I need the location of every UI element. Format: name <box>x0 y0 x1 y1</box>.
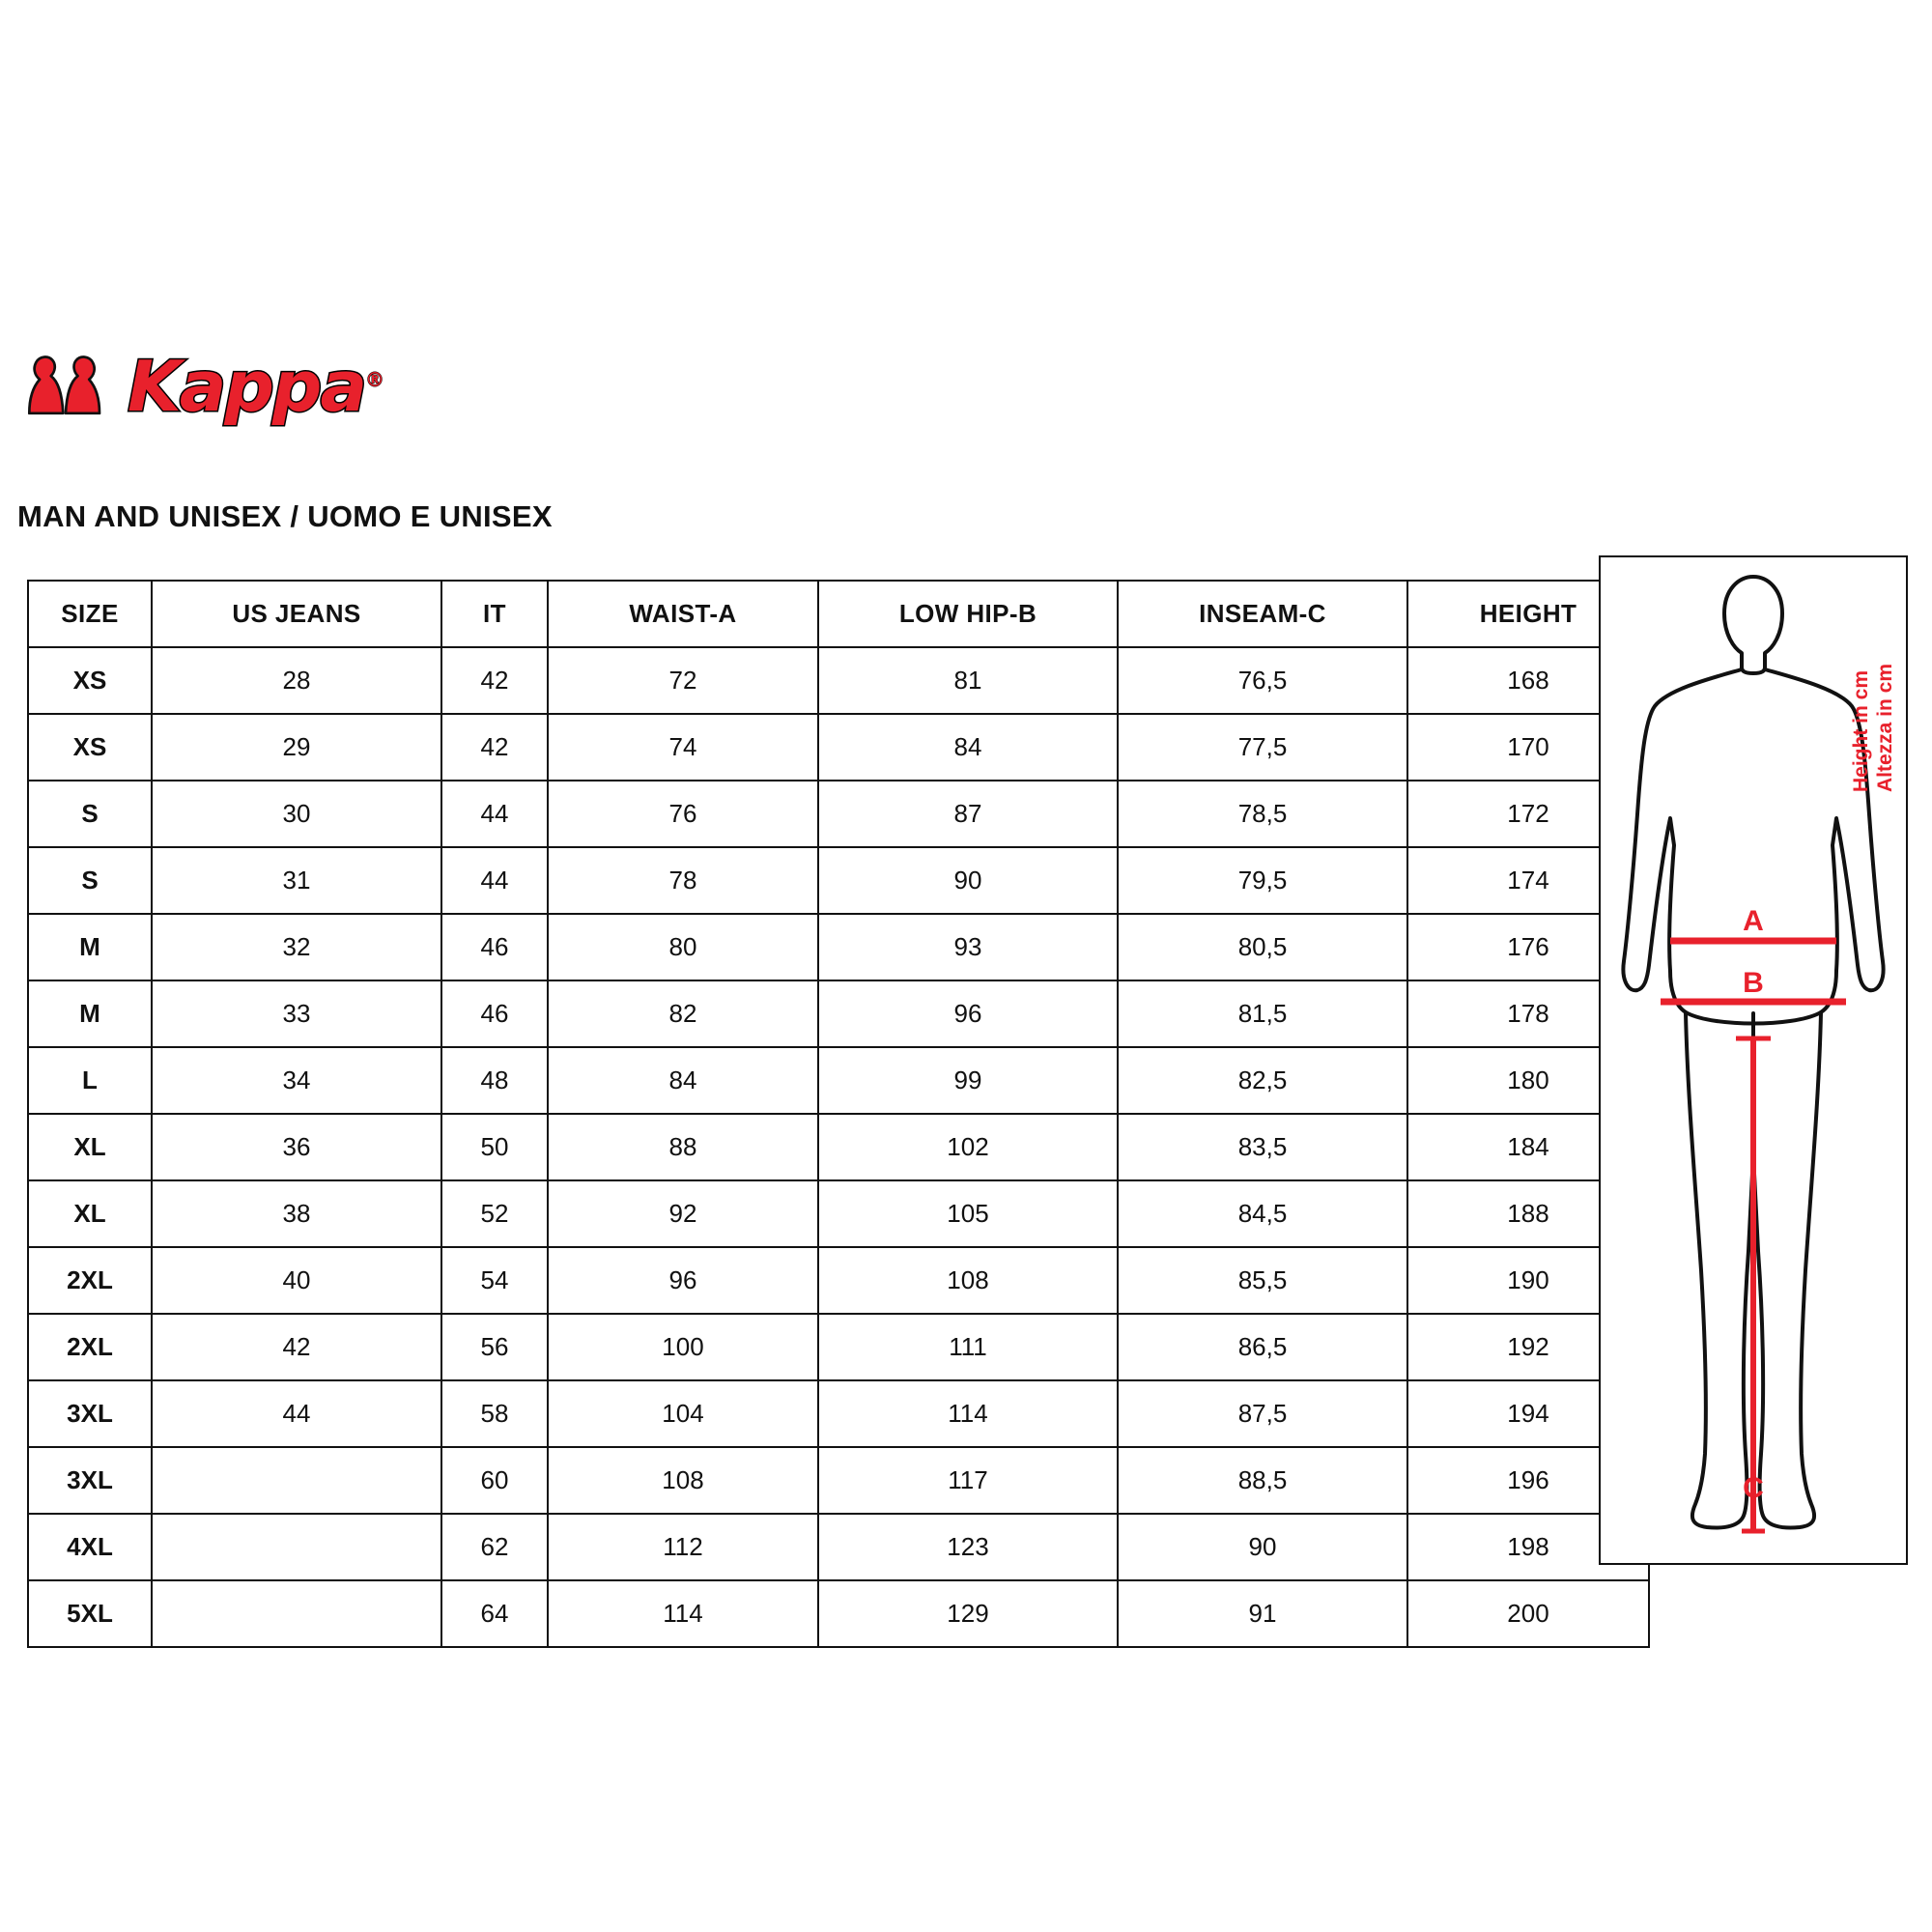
label-inseam-c: C <box>1743 1472 1764 1504</box>
cell-low-hip-b: 96 <box>818 980 1118 1047</box>
cell-us-jeans: 40 <box>152 1247 441 1314</box>
cell-height: 168 <box>1407 647 1649 714</box>
cell-it: 56 <box>441 1314 548 1380</box>
cell-it: 44 <box>441 781 548 847</box>
table-row <box>28 781 1649 847</box>
registered-mark: ® <box>365 368 384 391</box>
cell-low-hip-b: 81 <box>818 647 1118 714</box>
cell-size: 2XL <box>28 1247 152 1314</box>
cell-inseam-c: 90 <box>1118 1514 1407 1580</box>
cell-waist-a: 88 <box>548 1114 818 1180</box>
cell-us-jeans <box>152 1447 441 1514</box>
cell-inseam-c: 91 <box>1118 1580 1407 1647</box>
column-header-us-jeans: US JEANS <box>152 581 441 647</box>
cell-us-jeans: 42 <box>152 1314 441 1380</box>
cell-low-hip-b: 99 <box>818 1047 1118 1114</box>
height-note-en: Height in cm <box>1850 669 1872 792</box>
cell-waist-a: 76 <box>548 781 818 847</box>
cell-low-hip-b: 111 <box>818 1314 1118 1380</box>
table-row <box>28 1447 1649 1514</box>
measurement-figure-panel <box>1599 555 1908 1565</box>
cell-waist-a: 82 <box>548 980 818 1047</box>
cell-waist-a: 96 <box>548 1247 818 1314</box>
cell-inseam-c: 86,5 <box>1118 1314 1407 1380</box>
cell-low-hip-b: 87 <box>818 781 1118 847</box>
kappa-omini-logo-icon <box>14 353 118 420</box>
cell-height: 194 <box>1407 1380 1649 1447</box>
cell-us-jeans: 30 <box>152 781 441 847</box>
cell-low-hip-b: 84 <box>818 714 1118 781</box>
cell-us-jeans <box>152 1514 441 1580</box>
height-note-it: Altezza in cm <box>1874 663 1896 792</box>
cell-us-jeans: 28 <box>152 647 441 714</box>
cell-low-hip-b: 108 <box>818 1247 1118 1314</box>
cell-low-hip-b: 105 <box>818 1180 1118 1247</box>
table-row <box>28 1514 1649 1580</box>
column-header-waist: WAIST-A <box>548 581 818 647</box>
size-table-container <box>27 580 1577 1648</box>
table-row <box>28 714 1649 781</box>
column-header-size: SIZE <box>28 581 152 647</box>
cell-waist-a: 84 <box>548 1047 818 1114</box>
cell-size: 4XL <box>28 1514 152 1580</box>
cell-low-hip-b: 114 <box>818 1380 1118 1447</box>
cell-size: XL <box>28 1180 152 1247</box>
cell-us-jeans: 31 <box>152 847 441 914</box>
cell-height: 170 <box>1407 714 1649 781</box>
cell-size: 2XL <box>28 1314 152 1380</box>
cell-waist-a: 100 <box>548 1314 818 1380</box>
cell-height: 178 <box>1407 980 1649 1047</box>
table-row <box>28 980 1649 1047</box>
cell-it: 44 <box>441 847 548 914</box>
cell-waist-a: 104 <box>548 1380 818 1447</box>
cell-height: 200 <box>1407 1580 1649 1647</box>
cell-low-hip-b: 117 <box>818 1447 1118 1514</box>
cell-it: 52 <box>441 1180 548 1247</box>
cell-size: S <box>28 847 152 914</box>
cell-us-jeans <box>152 1580 441 1647</box>
cell-us-jeans: 38 <box>152 1180 441 1247</box>
table-row <box>28 1247 1649 1314</box>
cell-waist-a: 74 <box>548 714 818 781</box>
cell-height: 196 <box>1407 1447 1649 1514</box>
cell-us-jeans: 32 <box>152 914 441 980</box>
cell-us-jeans: 36 <box>152 1114 441 1180</box>
cell-it: 54 <box>441 1247 548 1314</box>
cell-height: 188 <box>1407 1180 1649 1247</box>
label-low-hip-b: B <box>1743 967 1764 999</box>
cell-height: 190 <box>1407 1247 1649 1314</box>
cell-us-jeans: 33 <box>152 980 441 1047</box>
cell-size: 5XL <box>28 1580 152 1647</box>
cell-it: 62 <box>441 1514 548 1580</box>
table-row <box>28 1380 1649 1447</box>
table-row <box>28 1180 1649 1247</box>
cell-inseam-c: 88,5 <box>1118 1447 1407 1514</box>
brand-wordmark: Kappa® <box>128 346 384 427</box>
cell-height: 172 <box>1407 781 1649 847</box>
cell-it: 60 <box>441 1447 548 1514</box>
cell-us-jeans: 34 <box>152 1047 441 1114</box>
label-waist-a: A <box>1743 905 1764 937</box>
column-header-height: HEIGHT <box>1407 581 1649 647</box>
cell-size: XS <box>28 647 152 714</box>
cell-size: 3XL <box>28 1447 152 1514</box>
cell-waist-a: 112 <box>548 1514 818 1580</box>
table-row <box>28 847 1649 914</box>
cell-height: 180 <box>1407 1047 1649 1114</box>
cell-inseam-c: 84,5 <box>1118 1180 1407 1247</box>
table-row <box>28 1114 1649 1180</box>
table-row <box>28 914 1649 980</box>
cell-inseam-c: 78,5 <box>1118 781 1407 847</box>
brand-logo <box>14 343 535 430</box>
cell-inseam-c: 77,5 <box>1118 714 1407 781</box>
cell-waist-a: 92 <box>548 1180 818 1247</box>
cell-waist-a: 72 <box>548 647 818 714</box>
cell-it: 64 <box>441 1580 548 1647</box>
cell-low-hip-b: 90 <box>818 847 1118 914</box>
cell-height: 184 <box>1407 1114 1649 1180</box>
cell-it: 46 <box>441 980 548 1047</box>
male-body-silhouette-icon <box>1599 555 1908 1565</box>
cell-height: 176 <box>1407 914 1649 980</box>
cell-waist-a: 114 <box>548 1580 818 1647</box>
cell-low-hip-b: 123 <box>818 1514 1118 1580</box>
table-row <box>28 1047 1649 1114</box>
table-header-row <box>28 581 1649 647</box>
cell-inseam-c: 80,5 <box>1118 914 1407 980</box>
cell-inseam-c: 87,5 <box>1118 1380 1407 1447</box>
cell-waist-a: 80 <box>548 914 818 980</box>
table-row <box>28 647 1649 714</box>
size-table <box>27 580 1650 1648</box>
cell-low-hip-b: 129 <box>818 1580 1118 1647</box>
cell-us-jeans: 29 <box>152 714 441 781</box>
cell-it: 48 <box>441 1047 548 1114</box>
cell-low-hip-b: 93 <box>818 914 1118 980</box>
cell-it: 50 <box>441 1114 548 1180</box>
cell-it: 42 <box>441 647 548 714</box>
column-header-inseam: INSEAM-C <box>1118 581 1407 647</box>
cell-size: 3XL <box>28 1380 152 1447</box>
cell-waist-a: 108 <box>548 1447 818 1514</box>
cell-inseam-c: 79,5 <box>1118 847 1407 914</box>
cell-it: 42 <box>441 714 548 781</box>
cell-inseam-c: 85,5 <box>1118 1247 1407 1314</box>
cell-waist-a: 78 <box>548 847 818 914</box>
cell-low-hip-b: 102 <box>818 1114 1118 1180</box>
cell-it: 58 <box>441 1380 548 1447</box>
page-title: MAN AND UNISEX / UOMO E UNISEX <box>17 499 553 533</box>
cell-height: 192 <box>1407 1314 1649 1380</box>
cell-size: XS <box>28 714 152 781</box>
cell-size: M <box>28 914 152 980</box>
cell-inseam-c: 81,5 <box>1118 980 1407 1047</box>
cell-size: XL <box>28 1114 152 1180</box>
cell-size: M <box>28 980 152 1047</box>
cell-size: L <box>28 1047 152 1114</box>
cell-inseam-c: 83,5 <box>1118 1114 1407 1180</box>
cell-height: 198 <box>1407 1514 1649 1580</box>
cell-inseam-c: 82,5 <box>1118 1047 1407 1114</box>
table-row <box>28 1314 1649 1380</box>
cell-it: 46 <box>441 914 548 980</box>
column-header-it: IT <box>441 581 548 647</box>
cell-size: S <box>28 781 152 847</box>
table-row <box>28 1580 1649 1647</box>
cell-inseam-c: 76,5 <box>1118 647 1407 714</box>
cell-height: 174 <box>1407 847 1649 914</box>
column-header-low-hip: LOW HIP-B <box>818 581 1118 647</box>
cell-us-jeans: 44 <box>152 1380 441 1447</box>
